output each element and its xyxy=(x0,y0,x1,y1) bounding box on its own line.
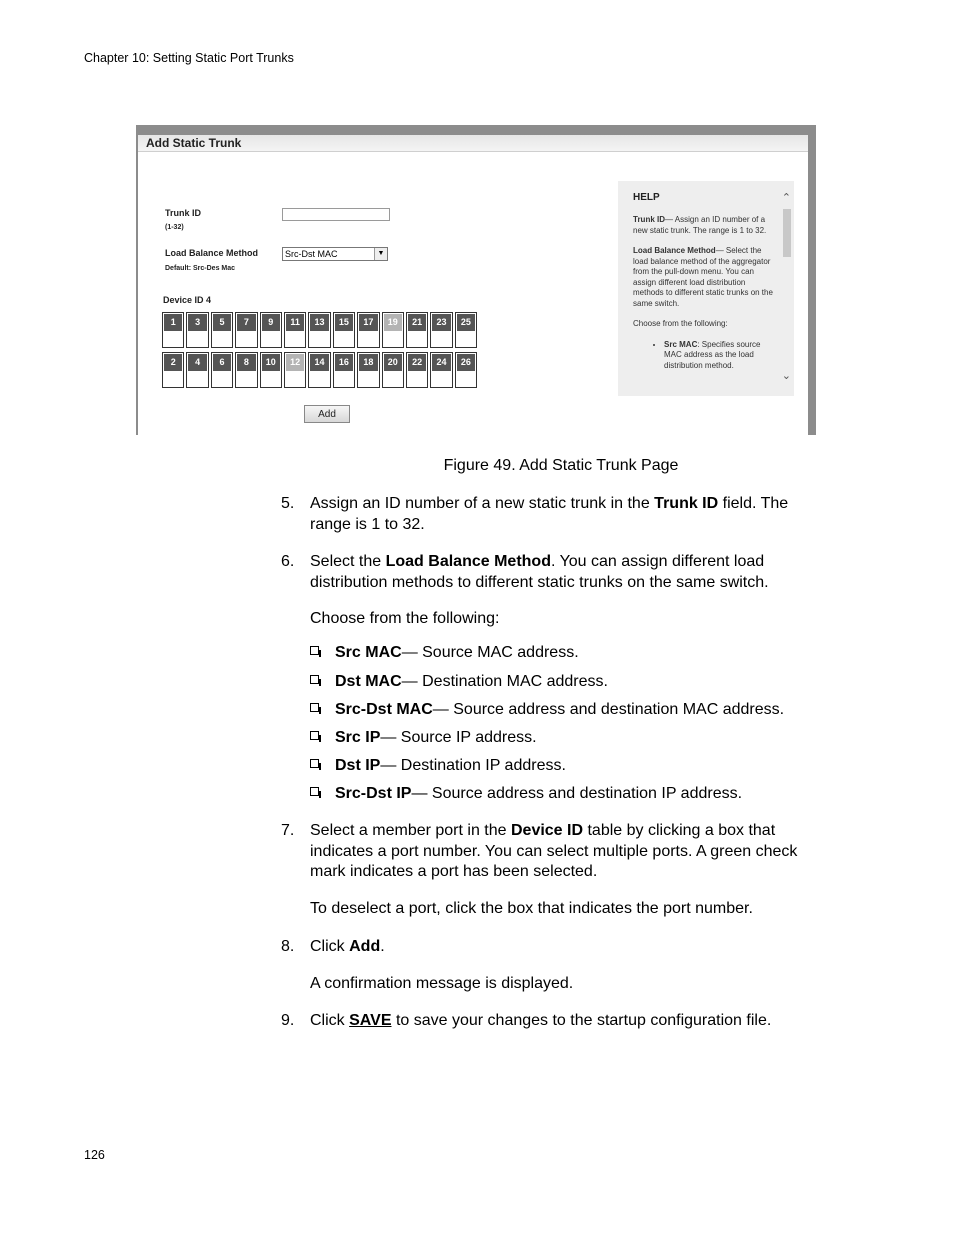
port-row-even xyxy=(162,352,479,388)
method-item xyxy=(310,643,579,664)
choose-text: Choose from the following: xyxy=(310,610,500,627)
method-item xyxy=(310,756,566,777)
port-21[interactable] xyxy=(406,312,428,348)
step-7-bold: Device ID xyxy=(510,822,584,839)
port-number: 10 xyxy=(262,354,280,371)
step-9-text xyxy=(310,1011,850,1032)
method-item xyxy=(310,784,742,805)
save-link[interactable]: SAVE xyxy=(349,1012,392,1029)
port-1[interactable] xyxy=(162,312,184,348)
figure-caption: Figure 49. Add Static Trunk Page xyxy=(443,457,679,474)
port-22[interactable] xyxy=(406,352,428,388)
help-src-mac-text: : Specifies source MAC address as the load distribution method. xyxy=(664,339,761,370)
port-number: 1 xyxy=(164,314,182,331)
port-number: 24 xyxy=(432,354,450,371)
checkbox-bullet-icon xyxy=(310,675,319,684)
port-17[interactable] xyxy=(357,312,379,348)
help-title: HELP xyxy=(633,192,660,203)
port-number: 19 xyxy=(384,314,402,331)
step-6-number: 6. xyxy=(281,553,295,570)
port-number: 3 xyxy=(188,314,206,331)
scroll-up-icon[interactable]: ⌃ xyxy=(781,192,791,204)
port-number: 15 xyxy=(335,314,353,331)
trunk-id-label: Trunk ID xyxy=(165,208,202,218)
checkbox-bullet-icon xyxy=(310,646,319,655)
port-2[interactable] xyxy=(162,352,184,388)
step-6-a: Select the xyxy=(310,553,386,570)
step-8-c: . xyxy=(380,938,385,955)
trunk-id-range: (1-32) xyxy=(165,224,184,231)
step-7-c: table by clicking a box that xyxy=(583,822,776,839)
step-7-e: mark indicates a port has been selected. xyxy=(310,863,598,880)
port-number: 8 xyxy=(237,354,255,371)
step-8-bold: Add xyxy=(349,938,381,955)
step-6-c: . You can assign different load xyxy=(550,553,765,570)
port-11[interactable] xyxy=(284,312,306,348)
port-number: 6 xyxy=(213,354,231,371)
method-description: — Source address and destination IP address. xyxy=(411,785,743,802)
step-6-text xyxy=(310,552,850,593)
port-number: 13 xyxy=(310,314,328,331)
device-id-label: Device ID 4 xyxy=(163,295,212,305)
port-number: 2 xyxy=(164,354,182,371)
port-number: 12 xyxy=(286,354,304,371)
step-9-number: 9. xyxy=(281,1012,295,1029)
port-number: 17 xyxy=(359,314,377,331)
port-12[interactable] xyxy=(284,352,306,388)
port-number: 14 xyxy=(310,354,328,371)
method-term: Dst MAC xyxy=(335,673,402,690)
help-choose-text: Choose from the following: xyxy=(633,319,728,328)
method-description: — Source IP address. xyxy=(380,729,537,746)
help-body xyxy=(633,215,778,393)
step-7-d: indicates a port number. You can select multiple ports. A green check xyxy=(310,842,798,860)
screenshot-panel xyxy=(138,135,808,435)
checkbox-bullet-icon xyxy=(310,759,319,768)
add-static-trunk-screenshot xyxy=(136,125,816,435)
load-balance-label: Load Balance Method xyxy=(165,248,259,258)
method-description: — Source MAC address. xyxy=(401,644,579,661)
help-load-balance-term: Load Balance Method xyxy=(633,246,716,255)
step-5-bold: Trunk ID xyxy=(654,495,719,512)
port-25[interactable] xyxy=(455,312,477,348)
panel-title: Add Static Trunk xyxy=(138,135,808,151)
help-load-balance-text: — Select the load balance method of the aggregator from the pull-down menu. You can assign different load distribution methods to different static trunks on the same switch. xyxy=(633,246,773,308)
trunk-id-input[interactable] xyxy=(282,208,390,221)
port-23[interactable] xyxy=(430,312,452,348)
port-15[interactable] xyxy=(333,312,355,348)
port-grid xyxy=(162,312,479,392)
step-7-text xyxy=(310,821,850,883)
port-number: 23 xyxy=(432,314,450,331)
method-term: Src IP xyxy=(335,729,381,746)
port-number: 11 xyxy=(286,314,304,331)
confirmation-text: A confirmation message is displayed. xyxy=(310,975,574,992)
step-5-number: 5. xyxy=(281,495,295,512)
help-trunk-id-text: — Assign an ID number of a new static trunk. The range is 1 to 32. xyxy=(633,215,767,235)
step-7-number: 7. xyxy=(281,822,295,839)
port-5[interactable] xyxy=(211,312,233,348)
port-number: 5 xyxy=(213,314,231,331)
port-8[interactable] xyxy=(235,352,257,388)
help-src-mac-term: Src MAC xyxy=(664,339,698,349)
port-9[interactable] xyxy=(260,312,282,348)
checkbox-bullet-icon xyxy=(310,787,319,796)
port-14[interactable] xyxy=(308,352,330,388)
load-balance-default: Default: Src-Des Mac xyxy=(165,265,236,272)
step-5-text xyxy=(310,494,850,535)
port-number: 20 xyxy=(384,354,402,371)
port-number: 21 xyxy=(408,314,426,331)
title-divider xyxy=(138,151,808,152)
checkbox-bullet-icon xyxy=(310,731,319,740)
port-6[interactable] xyxy=(211,352,233,388)
step-8-number: 8. xyxy=(281,938,295,955)
page-number: 126 xyxy=(84,1148,105,1162)
deselect-text: To deselect a port, click the box that indicates the port number. xyxy=(310,900,753,917)
port-4[interactable] xyxy=(186,352,208,388)
port-number: 7 xyxy=(237,314,255,331)
method-term: Src MAC xyxy=(335,644,402,661)
method-term: Dst IP xyxy=(335,757,381,774)
step-5-a: Assign an ID number of a new static trunk in the xyxy=(310,495,655,512)
load-balance-select[interactable] xyxy=(282,247,388,261)
port-number: 22 xyxy=(408,354,426,371)
method-item xyxy=(310,672,608,693)
scrollbar-thumb[interactable] xyxy=(783,209,791,257)
step-5-c: field. The xyxy=(718,495,789,512)
step-7-a: Select a member port in the xyxy=(310,822,511,839)
step-8-text xyxy=(310,937,850,958)
port-row-odd xyxy=(162,312,479,348)
method-term: Src-Dst IP xyxy=(335,785,412,802)
step-5-d: range is 1 to 32. xyxy=(310,515,425,533)
port-26[interactable] xyxy=(455,352,477,388)
port-number: 18 xyxy=(359,354,377,371)
step-8-a: Click xyxy=(310,938,350,955)
checkbox-bullet-icon xyxy=(310,703,319,712)
step-6-d: distribution methods to different static trunks on the same switch. xyxy=(310,573,769,591)
method-term: Src-Dst MAC xyxy=(335,701,433,718)
port-7[interactable] xyxy=(235,312,257,348)
chapter-header: Chapter 10: Setting Static Port Trunks xyxy=(84,51,294,65)
help-trunk-id-term: Trunk ID xyxy=(633,215,666,224)
method-description: — Source address and destination MAC address. xyxy=(432,701,785,718)
port-number: 16 xyxy=(335,354,353,371)
port-24[interactable] xyxy=(430,352,452,388)
port-19[interactable] xyxy=(382,312,404,348)
method-description: — Destination MAC address. xyxy=(401,673,608,690)
scroll-down-icon[interactable]: ⌄ xyxy=(781,370,791,382)
step-9-a: Click xyxy=(310,1012,350,1029)
method-description: — Destination IP address. xyxy=(380,757,566,774)
port-16[interactable] xyxy=(333,352,355,388)
port-18[interactable] xyxy=(357,352,379,388)
step-9-c: to save your changes to the startup configuration file. xyxy=(391,1012,772,1029)
port-3[interactable] xyxy=(186,312,208,348)
port-number: 25 xyxy=(457,314,475,331)
chevron-down-icon[interactable]: ▼ xyxy=(374,248,387,260)
port-13[interactable] xyxy=(308,312,330,348)
load-balance-value: Src-Dst MAC xyxy=(285,249,338,259)
add-button[interactable]: Add xyxy=(304,405,350,423)
port-20[interactable] xyxy=(382,352,404,388)
help-panel xyxy=(618,181,794,396)
method-item xyxy=(310,728,537,749)
step-6-bold: Load Balance Method xyxy=(385,553,551,570)
port-10[interactable] xyxy=(260,352,282,388)
port-number: 4 xyxy=(188,354,206,371)
port-number: 26 xyxy=(457,354,475,371)
method-item xyxy=(310,700,784,721)
port-number: 9 xyxy=(262,314,280,331)
